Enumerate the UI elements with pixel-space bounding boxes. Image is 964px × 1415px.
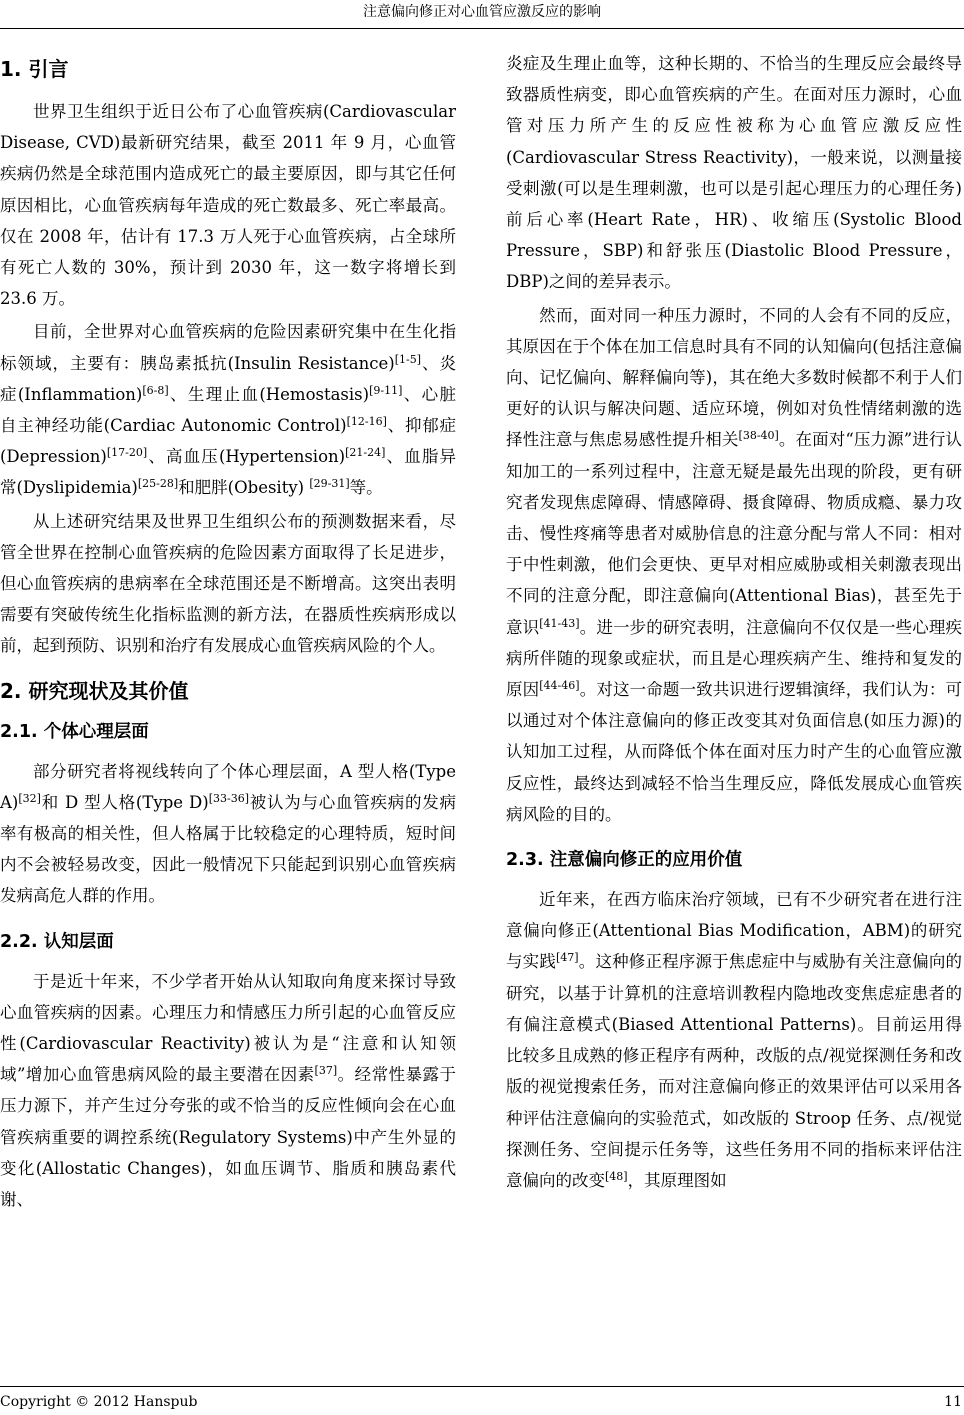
citation: [12-16] (346, 415, 387, 429)
citation: [41-43] (539, 616, 580, 630)
section-2-heading: 2. 研究现状及其价值 (0, 678, 189, 703)
left-column (0, 48, 456, 1217)
citation: [9-11] (369, 383, 403, 397)
citation: [25-28] (137, 477, 179, 491)
section-2-1-heading: 2.1. 个体心理层面 (0, 721, 149, 742)
citation: [48] (605, 1169, 628, 1183)
section-2-1-paragraph: 部分研究者将视线转向了个体心理层面，A 型人格(Type A)[32]和 D 型人格(Type D)[33-36]被认为与心血管疾病的发病率有极高的相关性，但人格属于比较稳定的心理特质，短时间内不会被轻易改变，因此一般情况下只能起到识别心血管疾病发病高危人群的作用。 (0, 761, 456, 906)
citation: [44-46] (539, 679, 580, 693)
citation: [6-8] (142, 383, 169, 397)
right-column (506, 48, 962, 1198)
citation: [32] (18, 791, 41, 805)
citation: [37] (314, 1064, 338, 1078)
section-2-2-paragraph-1: 于是近十年来，不少学者开始从认知取向角度来探讨导致心血管疾病的因素。心理压力和情感压力所引起的心血管反应性(Cardiovascular Reactivity)被认为是“注意和认知领域”增加心血管患病风险的最主要潜在因素[37]。经常性暴露于压力源下，并产生过分夸张的或不恰当的反应性倾向会在心血管疾病重要的调控系统(Regulatory Systems)中产生外显的变化(Allostatic Changes)，如血压调节、脂质和胰岛素代谢、 (0, 971, 456, 1210)
citation: [33-36] (208, 791, 249, 805)
citation: [17-20] (106, 446, 148, 460)
citation: [29-31] (309, 477, 350, 491)
citation: [47] (556, 951, 579, 965)
section-2-2-paragraph-1-continued: 炎症及生理止血等，这种长期的、不恰当的生理反应会最终导致器质性病变，即心血管疾病的产生。在面对压力源时，心血管对压力所产生的反应性被称为心血管应激反应性(Cardiovascular Stress Reactivity)，一般来说，以测量接受刺激(可以是生理刺激，也可以是引起心理压力的心理任务)前后心率(Heart Rate，HR)、收缩压(Systolic Blood Pressure，SBP)和舒张压(Diastolic Blood Pressure，DBP)之间的差异表示。 (506, 54, 962, 292)
intro-paragraph-1: 世界卫生组织于近日公布了心血管疾病(Cardiovascular Disease, CVD)最新研究结果，截至 2011 年 9 月，心血管疾病仍然是全球范围内造成死亡的最主要原因，即与其它任何原因相比，心血管疾病每年造成的死亡数最多、死亡率最高。仅在 2008 年，估计有 17.3 万人死于心血管疾病，占全球所有死亡人数的 30%，预计到 2030 年，这一数字将增长到 23.6 万。 (0, 102, 456, 309)
citation: [1-5] (394, 352, 421, 366)
section-2-2-heading: 2.2. 认知层面 (0, 931, 114, 952)
page-footer (0, 1386, 964, 1415)
page-number: 11 (944, 1394, 962, 1410)
section-1-heading: 1. 引言 (0, 57, 69, 81)
citation: [38-40] (738, 429, 779, 443)
citation: [21-24] (345, 446, 386, 460)
running-header (0, 0, 964, 29)
section-2-2-paragraph-2: 然而，面对同一种压力源时，不同的人会有不同的反应，其原因在于个体在加工信息时具有不同的认知偏向(包括注意偏向、记忆偏向、解释偏向等)，其在绝大多数时候都不利于人们更好的认识与解决问题、适应环境，例如对负性情绪刺激的选择性注意与焦虑易感性提升相关[38-40]。在面对“压力源”进行认知加工的一系列过程中，注意无疑是最先出现的阶段，更有研究者发现焦虑障碍、情感障碍、摄食障碍、物质成瘾、暴力攻击、慢性疼痛等患者对威胁信息的注意分配与常人不同：相对于中性刺激，他们会更快、更早对相应威胁或相关刺激表现出不同的注意分配，即注意偏向(Attentional Bias)，甚至先于意识[41-43]。进一步的研究表明，注意偏向不仅仅是一些心理疾病所伴随的现象或症状，而且是心理疾病产生、维持和复发的原因[44-46]。对这一命题一致共识进行逻辑演绎，我们认为：可以通过对个体注意偏向的修正改变其对负面信息(如压力源)的认知加工过程，从而降低个体在面对压力时产生的心血管应激反应性，最终达到减轻不恰当生理反应，降低发展成心血管疾病风险的目的。 (506, 305, 963, 824)
section-2-3-heading: 2.3. 注意偏向修正的应用价值 (506, 850, 743, 871)
copyright-notice: Copyright © 2012 Hanspub (0, 1394, 198, 1410)
section-2-3-paragraph: 近年来，在西方临床治疗领域，已有不少研究者在进行注意偏向修正(Attentional Bias Modification，ABM)的研究与实践[47]。这种修正程序源于焦虑症中与威胁有关注意偏向的研究，以基于计算机的注意培训教程内隐地改变焦虑症患者的有偏注意模式(Biased Attentional Patterns)。目前运用得比较多且成熟的修正程序有两种，改版的点/视觉探测任务和改版的视觉搜索任务，而对注意偏向修正的效果评估可以采用各种评估注意偏向的实验范式，如改版的 Stroop 任务、点/视觉探测任务、空间提示任务等，这些任务用不同的指标来评估注意偏向的改变[48]，其原理图如 (506, 890, 963, 1190)
running-header-title: 注意偏向修正对心血管应激反应的影响 (363, 4, 601, 20)
intro-paragraph-2: 目前，全世界对心血管疾病的危险因素研究集中在生化指标领域，主要有：胰岛素抵抗(Insulin Resistance)[1-5]、炎症(Inflammation)[6-8]、生理止血(Hemostasis)[9-11]、心脏自主神经功能(Cardiac Autonomic Control)[12-16]、抑郁症(Depression)[17-20]、高血压(Hypertension)[21-24]、血脂异常(Dyslipidemia)[25-28]和肥胖(Obesity) [29-31]等。 (0, 322, 457, 498)
intro-paragraph-3: 从上述研究结果及世界卫生组织公布的预测数据来看，尽管全世界在控制心血管疾病的危险因素方面取得了长足进步，但心血管疾病的患病率在全球范围还是不断增高。这突出表明需要有突破传统生化指标监测的新方法，在器质性疾病形成以前，起到预防、识别和治疗有发展成心血管疾病风险的个人。 (0, 511, 456, 656)
